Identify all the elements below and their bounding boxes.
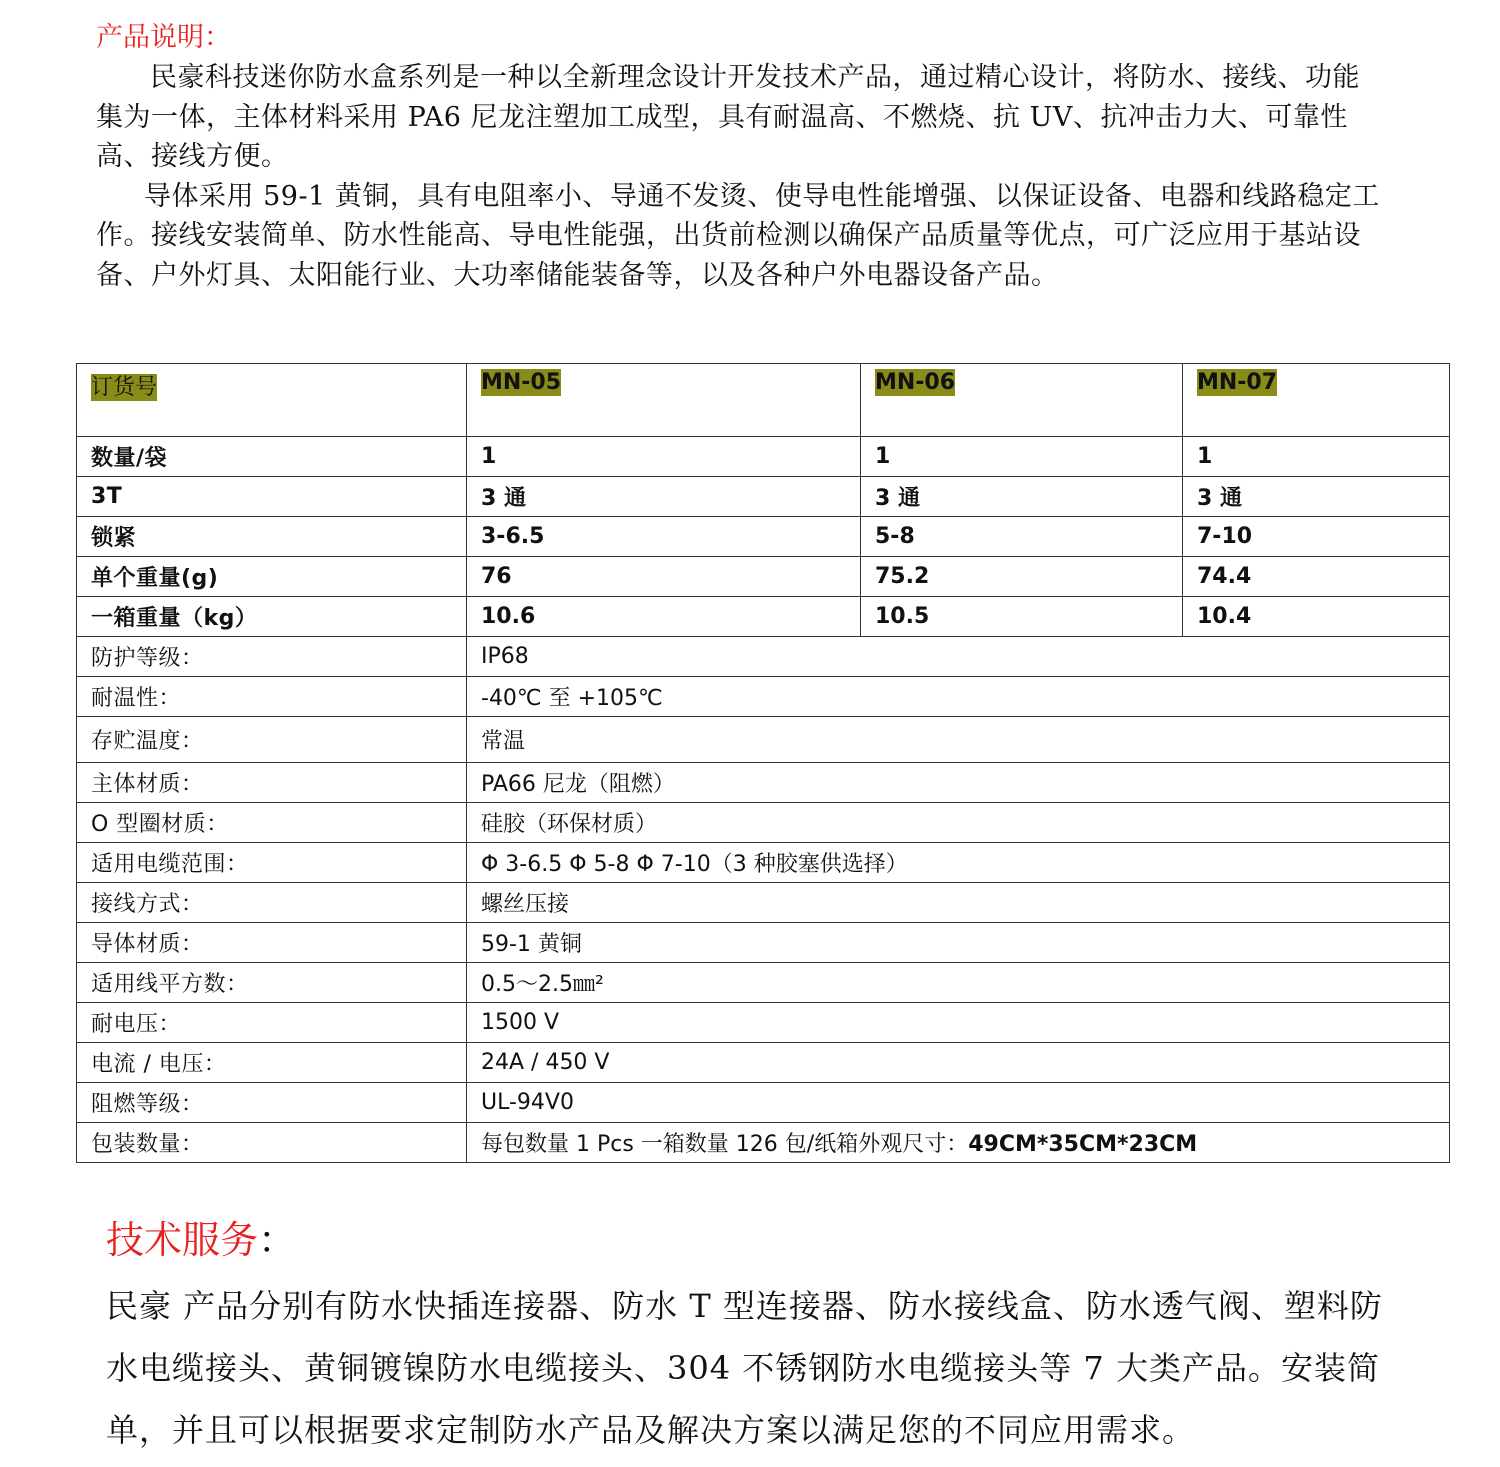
row-value: 74.4 bbox=[1183, 557, 1450, 597]
table-header-row bbox=[77, 364, 1450, 437]
packing-text: 每包数量 1 Pcs 一箱数量 126 包/纸箱外观尺寸： bbox=[481, 1132, 969, 1157]
tech-paragraph: 民豪 产品分别有防水快插连接器、防水 T 型连接器、防水接线盒、防水透气阀、塑料防水电缆接头、黄铜镀镍防水电缆接头、304 不锈钢防水电缆接头等 7 大类产品。安装简单，并且可以根据要求定制防水产品及解决方案以满足您的不同应用需求。 bbox=[106, 1287, 1383, 1449]
row-value: 1500 V bbox=[467, 1003, 1450, 1043]
row-label: 导体材质： bbox=[77, 923, 467, 963]
row-label: 单个重量(g) bbox=[77, 557, 467, 597]
row-label: 适用电缆范围： bbox=[77, 843, 467, 883]
row-value: PA66 尼龙（阻燃） bbox=[467, 763, 1450, 803]
row-value: 75.2 bbox=[861, 557, 1183, 597]
table-row bbox=[77, 923, 1450, 963]
row-value bbox=[467, 1123, 1450, 1163]
table-row bbox=[77, 963, 1450, 1003]
row-label: 防护等级： bbox=[77, 637, 467, 677]
row-value: 硅胶（环保材质） bbox=[467, 803, 1450, 843]
tech-service-title bbox=[106, 1212, 296, 1268]
intro-paragraph-2: 导体采用 59-1 黄铜，具有电阻率小、导通不发烫、使导电性能增强、以保证设备、电器和线路稳定工作。接线安装简单、防水性能高、导电性能强，出货前检测以确保产品质量等优点，可广泛应用于基站设备、户外灯具、太阳能行业、大功率储能装备等，以及各种户外电器设备产品。 bbox=[96, 180, 1380, 291]
table-row bbox=[77, 717, 1450, 763]
header-label: 订货号 bbox=[91, 375, 158, 400]
header-cell-mn06 bbox=[861, 364, 1183, 437]
header-cell-mn07 bbox=[1183, 364, 1450, 437]
row-label: 适用线平方数： bbox=[77, 963, 467, 1003]
row-label: 数量/袋 bbox=[77, 437, 467, 477]
table-row bbox=[77, 843, 1450, 883]
tech-title-colon: ： bbox=[258, 1218, 297, 1262]
row-value: 5-8 bbox=[861, 517, 1183, 557]
row-label: 3T bbox=[77, 477, 467, 517]
table-row bbox=[77, 883, 1450, 923]
row-value: 3 通 bbox=[1183, 477, 1450, 517]
header-model: MN-05 bbox=[481, 370, 562, 395]
row-value: 螺丝压接 bbox=[467, 883, 1450, 923]
row-value: 0.5～2.5㎜² bbox=[467, 963, 1450, 1003]
row-value: 1 bbox=[861, 437, 1183, 477]
intro-text bbox=[96, 58, 1386, 295]
row-value: 10.5 bbox=[861, 597, 1183, 637]
spec-table bbox=[76, 363, 1450, 1163]
table-row bbox=[77, 1083, 1450, 1123]
table-row bbox=[77, 677, 1450, 717]
header-cell-mn05 bbox=[467, 364, 861, 437]
tech-service-text bbox=[106, 1275, 1406, 1461]
table-row-packing bbox=[77, 1123, 1450, 1163]
table-row bbox=[77, 1043, 1450, 1083]
header-cell-order-no bbox=[77, 364, 467, 437]
row-label: 电流 / 电压： bbox=[77, 1043, 467, 1083]
row-label: 锁紧 bbox=[77, 517, 467, 557]
table-row bbox=[77, 437, 1450, 477]
row-value: 7-10 bbox=[1183, 517, 1450, 557]
row-value: 1 bbox=[1183, 437, 1450, 477]
header-model: MN-06 bbox=[875, 370, 956, 395]
tech-title-text: 技术服务 bbox=[106, 1218, 259, 1262]
table-row bbox=[77, 517, 1450, 557]
row-value: 常温 bbox=[467, 717, 1450, 763]
row-label: 包装数量： bbox=[77, 1123, 467, 1163]
row-value: Φ 3-6.5 Φ 5-8 Φ 7-10（3 种胶塞供选择） bbox=[467, 843, 1450, 883]
carton-dimensions: 49CM*35CM*23CM bbox=[968, 1132, 1198, 1157]
table-row bbox=[77, 763, 1450, 803]
row-value: 24A / 450 V bbox=[467, 1043, 1450, 1083]
intro-paragraph-1: 民豪科技迷你防水盒系列是一种以全新理念设计开发技术产品，通过精心设计，将防水、接线、功能集为一体，主体材料采用 PA6 尼龙注塑加工成型，具有耐温高、不燃烧、抗 UV、抗冲击力大、可靠性高、接线方便。 bbox=[96, 62, 1360, 172]
row-label: 主体材质： bbox=[77, 763, 467, 803]
table-row bbox=[77, 477, 1450, 517]
table-row bbox=[77, 1003, 1450, 1043]
row-value: UL-94V0 bbox=[467, 1083, 1450, 1123]
row-label: O 型圈材质： bbox=[77, 803, 467, 843]
row-value: 10.6 bbox=[467, 597, 861, 637]
row-value: 10.4 bbox=[1183, 597, 1450, 637]
table-row bbox=[77, 637, 1450, 677]
row-value: 3 通 bbox=[861, 477, 1183, 517]
row-value: 59-1 黄铜 bbox=[467, 923, 1450, 963]
row-label: 耐温性： bbox=[77, 677, 467, 717]
row-value: 3-6.5 bbox=[467, 517, 861, 557]
row-value: 1 bbox=[467, 437, 861, 477]
table-row bbox=[77, 597, 1450, 637]
row-label: 存贮温度： bbox=[77, 717, 467, 763]
row-label: 耐电压： bbox=[77, 1003, 467, 1043]
row-label: 接线方式： bbox=[77, 883, 467, 923]
table-row bbox=[77, 803, 1450, 843]
row-value: 3 通 bbox=[467, 477, 861, 517]
row-value: -40℃ 至 +105℃ bbox=[467, 677, 1450, 717]
row-value: IP68 bbox=[467, 637, 1450, 677]
table-row bbox=[77, 557, 1450, 597]
row-label: 阻燃等级： bbox=[77, 1083, 467, 1123]
intro-title: 产品说明： bbox=[96, 22, 231, 53]
header-model: MN-07 bbox=[1197, 370, 1278, 395]
row-value: 76 bbox=[467, 557, 861, 597]
row-label: 一箱重量（kg） bbox=[77, 597, 467, 637]
